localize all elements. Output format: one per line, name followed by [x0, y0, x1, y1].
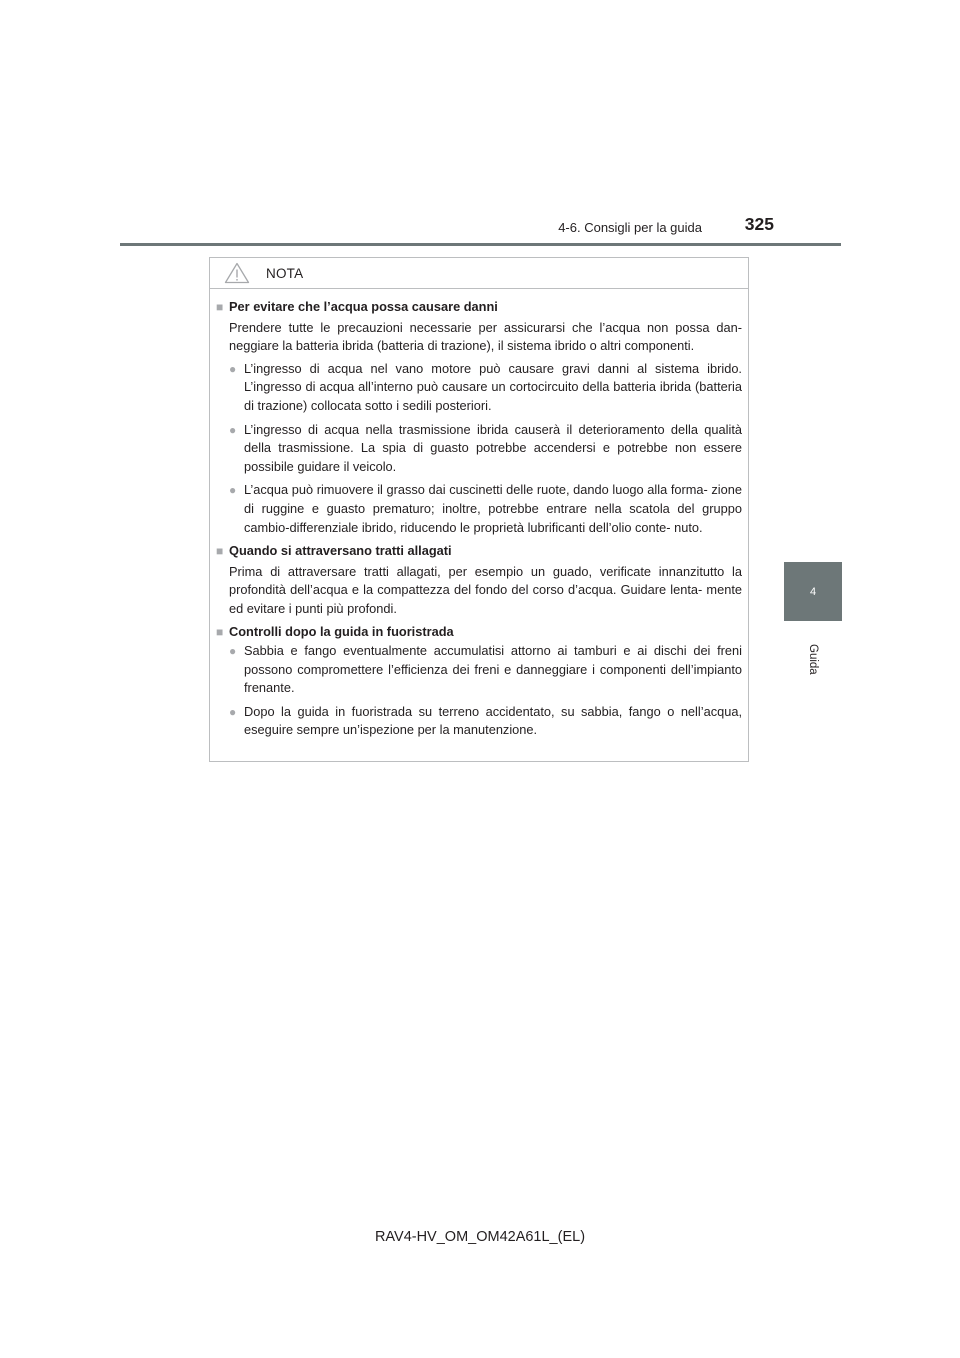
section-heading: 4-6. Consigli per la guida: [558, 220, 702, 235]
circle-bullet-icon: ●: [229, 644, 237, 659]
circle-bullet-icon: ●: [229, 422, 237, 437]
chapter-number: 4: [809, 585, 817, 598]
list-item: [229, 360, 742, 416]
square-bullet-icon: ■: [216, 624, 224, 639]
list-item-text: L’ingresso di acqua nel vano motore può causare gravi danni al sistema ibrido. L’ingresso di acqua all’interno può causare un cortocircuito della batteria ibrida (batteria di trazione) collocata sotto i sedili posteriori.: [244, 360, 742, 413]
note-body: [216, 298, 742, 745]
section-title-row: [216, 298, 742, 317]
section-title: Quando si attraversano tratti allagati: [229, 543, 452, 559]
list-item: [229, 481, 742, 537]
list-item-text: Dopo la guida in fuoristrada su terreno accidentato, su sabbia, fango o nell’acqua, eseguire sempre un’ispezione per la manutenzione.: [244, 703, 742, 738]
section-title: Controlli dopo la guida in fuoristrada: [229, 623, 454, 639]
list-item: [229, 642, 742, 698]
note-title: NOTA: [266, 265, 304, 281]
warning-triangle-icon: [224, 262, 250, 284]
section-paragraph: Prima di attraversare tratti allagati, per esempio un guado, verificate innanzitutto la profondità dell’acqua e la compattezza del fondo del corso d’acqua. Guidare lenta- mente ed evitare i punti più profondi.: [229, 563, 742, 616]
section-title-row: [216, 623, 742, 642]
list-item: [229, 421, 742, 477]
note-section: [216, 623, 742, 741]
note-header: [210, 258, 748, 289]
section-title-row: [216, 542, 742, 561]
note-section: [216, 298, 742, 537]
list-item: [229, 703, 742, 740]
list-item-text: L’acqua può rimuovere il grasso dai cuscinetti delle ruote, dando luogo alla forma- zione di ruggine e guasto prematuro; inoltre, potrebbe entrare nella scatola del gruppo cambio-differenziale ibrido, riducendo le proprietà lubrificanti dell’olio conte- nuto.: [244, 482, 742, 535]
circle-bullet-icon: ●: [229, 483, 237, 498]
chapter-tab: [784, 562, 842, 621]
note-box: [209, 257, 749, 762]
circle-bullet-icon: ●: [229, 361, 237, 376]
square-bullet-icon: ■: [216, 544, 224, 559]
circle-bullet-icon: ●: [229, 704, 237, 719]
note-section: [216, 542, 742, 618]
section-paragraph: Prendere tutte le precauzioni necessarie per assicurarsi che l’acqua non possa dan- neggiare la batteria ibrida (batteria di trazione), il sistema ibrido o altri componenti.: [229, 319, 742, 354]
section-title: Per evitare che l’acqua possa causare danni: [229, 299, 498, 314]
list-item-text: L’ingresso di acqua nella trasmissione ibrida causerà il deterioramento della qualità della trasmissione. La spia di guasto potrebbe accendersi e potrebbe non essere possibile guidare il veicolo.: [244, 421, 742, 474]
page-number: 325: [744, 214, 774, 234]
chapter-label: Guida: [807, 644, 819, 675]
document-code: RAV4-HV_OM_OM42A61L_(EL): [374, 1229, 586, 1245]
list-item-text: Sabbia e fango eventualmente accumulatisi attorno ai tamburi e ai dischi dei freni possono compromettere l’efficienza dei freni e danneggiare i componenti dell’impianto frenante.: [244, 643, 742, 696]
header-rule: [120, 243, 841, 246]
square-bullet-icon: ■: [216, 300, 224, 314]
